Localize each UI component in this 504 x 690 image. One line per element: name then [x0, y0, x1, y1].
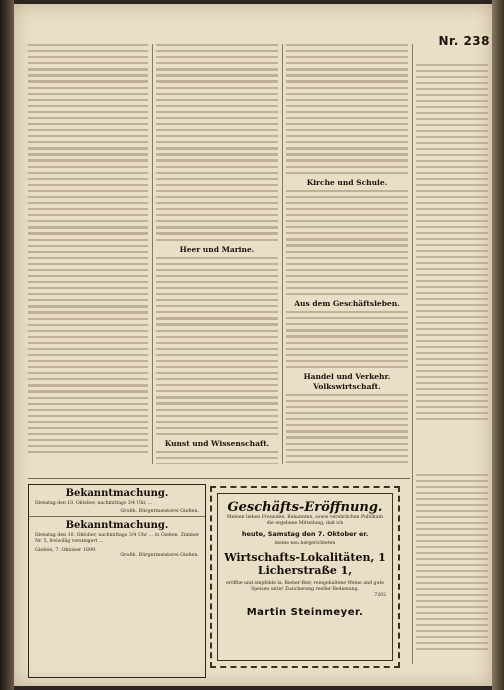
- section-heading-military: Heer und Marine.: [179, 244, 255, 254]
- section-heading-trade: Handel und Verkehr. Volkswirtschaft.: [303, 371, 391, 391]
- newspaper-page: [14, 4, 492, 686]
- text-column-2: [156, 44, 278, 464]
- page-edge: [492, 0, 504, 690]
- article-text: [156, 44, 278, 241]
- notice-title-2: Bekanntmachung.: [65, 520, 169, 532]
- opening-advertisement: [210, 486, 400, 668]
- article-text: [28, 44, 148, 453]
- article-text: [156, 451, 278, 464]
- ad-details: eröffne und empfehle la. Bieber-Bier, reingehaltene Weine und gute Speisen unter Zusicherung reeller Bedienung.: [225, 581, 385, 592]
- ad-frame: [217, 493, 393, 661]
- notice-signature-2: Großh. Bürgermeisterei Gießen.: [120, 552, 199, 558]
- column-rule: [412, 44, 413, 664]
- section-heading-art: Kunst und Wissenschaft.: [164, 438, 270, 448]
- ad-date-line: heute, Samstag den 7. Oktober er.: [241, 530, 369, 538]
- column-rule: [282, 44, 283, 464]
- ad-opening-line: meine neu hergerichteten: [274, 541, 336, 546]
- ad-headline: Geschäfts-Eröffnung.: [227, 500, 383, 515]
- notice-body-2: Dienstag den 10. Oktober, nachmittags 3/4 Uhr ... in Gießen, Zimmer Nr. 5, freiwillig versteigert ...: [35, 533, 199, 545]
- notice-date-2: Gießen, 7. Oktober 1899.: [35, 547, 97, 553]
- article-text: [286, 394, 408, 464]
- sidebar-text: [416, 474, 488, 674]
- notice-signature-1: Großh. Bürgermeisterei Gießen.: [120, 509, 199, 515]
- book-binding: [0, 0, 14, 690]
- article-text: [286, 190, 408, 296]
- notice-title-1: Bekanntmachung.: [65, 488, 169, 499]
- article-text: [156, 257, 278, 435]
- text-column-3: [286, 44, 408, 464]
- ad-reference: 7202: [374, 593, 386, 598]
- ad-owner: Martin Steinmeyer.: [246, 607, 364, 618]
- article-text: [286, 44, 408, 174]
- notice-body-1: Dienstag den 10. Oktober, nachmittags 3/4 Uhr, ...: [35, 501, 153, 506]
- horizontal-rule: [29, 516, 205, 517]
- ad-intro: Meinen lieben Freunden, Bekannten, sowie verehrlichen Publikum die ergebene Mitteilung, daß ich: [227, 515, 383, 526]
- issue-number: Nr. 238: [438, 34, 490, 48]
- section-heading-church: Kirche und Schule.: [306, 177, 388, 187]
- article-text: [286, 311, 408, 368]
- ad-venue: Wirtschafts-Lokalitäten, 1 Licherstraße 1,: [224, 551, 386, 577]
- section-heading-business: Aus dem Geschäftsleben.: [294, 299, 400, 309]
- sidebar-text: [416, 64, 488, 464]
- column-rule: [152, 44, 153, 464]
- text-column-1: [28, 44, 148, 464]
- official-notices: [28, 484, 206, 678]
- horizontal-rule: [28, 478, 410, 479]
